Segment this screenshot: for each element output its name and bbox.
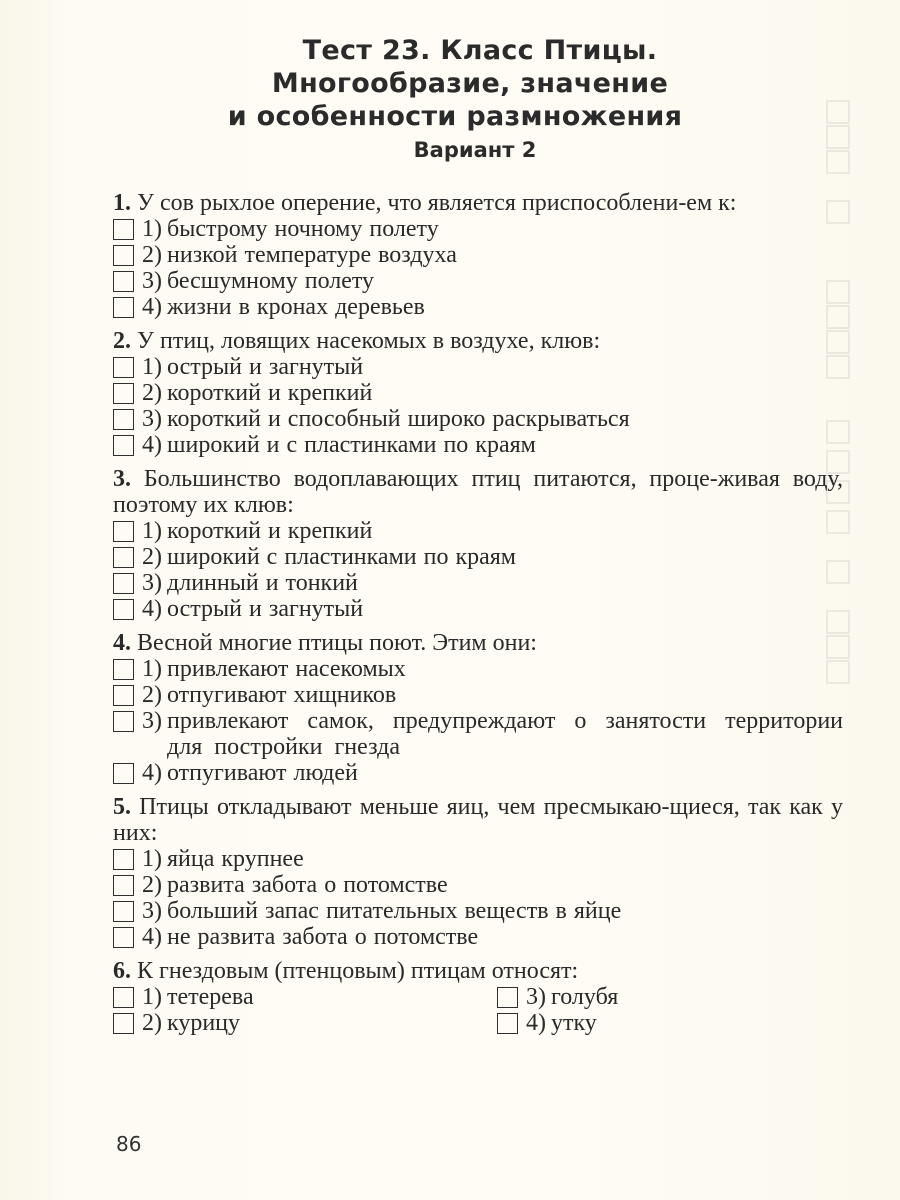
question-prompt: У птиц, ловящих насекомых в воздухе, клюв: <box>137 328 601 354</box>
answer-option <box>113 924 843 950</box>
option-label: развита забота о потомстве <box>167 872 448 898</box>
question-6 <box>113 958 843 1036</box>
answer-option <box>113 984 497 1010</box>
option-number: 4) <box>142 760 162 786</box>
option-number: 2) <box>142 544 162 570</box>
answer-checkbox[interactable] <box>113 435 134 456</box>
answer-option <box>113 432 843 458</box>
option-number: 2) <box>142 380 162 406</box>
question-3 <box>113 466 843 622</box>
test-header <box>0 34 900 165</box>
question-text <box>113 190 843 216</box>
option-number: 1) <box>142 984 162 1010</box>
page-title-line-1: Тест 23. Класс Птицы. <box>302 35 658 66</box>
answer-checkbox[interactable] <box>113 297 134 318</box>
option-number: 3) <box>526 984 546 1010</box>
option-label: быстрому ночному полету <box>167 216 439 242</box>
option-number: 4) <box>142 596 162 622</box>
option-number: 4) <box>526 1010 546 1036</box>
answer-option <box>113 570 843 596</box>
answer-checkbox[interactable] <box>113 271 134 292</box>
question-text <box>113 466 843 518</box>
answer-checkbox[interactable] <box>113 685 134 706</box>
answer-option <box>113 596 843 622</box>
option-label: отпугивают хищников <box>167 682 397 708</box>
answer-checkbox[interactable] <box>113 547 134 568</box>
question-text <box>113 630 843 656</box>
page-number: 86 <box>116 1132 142 1156</box>
answer-option <box>113 872 843 898</box>
option-number: 4) <box>142 294 162 320</box>
option-label: острый и загнутый <box>167 596 364 622</box>
answer-checkbox[interactable] <box>113 409 134 430</box>
option-label: жизни в кронах деревьев <box>167 294 425 320</box>
answer-option <box>113 656 843 682</box>
option-label: острый и загнутый <box>167 354 364 380</box>
option-number: 3) <box>142 570 162 596</box>
option-number: 1) <box>142 846 162 872</box>
question-prompt: К гнездовым (птенцовым) птицам относят: <box>137 958 579 984</box>
option-number: 1) <box>142 354 162 380</box>
answer-option <box>113 846 843 872</box>
option-label: привлекают насекомых <box>167 656 406 682</box>
question-prompt: У сов рыхлое оперение, что является приспособлени-ем к: <box>137 190 737 216</box>
question-number: 5. <box>113 794 131 820</box>
answer-option <box>113 354 843 380</box>
option-label: бесшумному полету <box>167 268 375 294</box>
option-number: 1) <box>142 518 162 544</box>
option-number: 1) <box>142 216 162 242</box>
option-number: 2) <box>142 1010 162 1036</box>
answer-checkbox[interactable] <box>113 219 134 240</box>
answer-checkbox[interactable] <box>113 763 134 784</box>
option-number: 1) <box>142 656 162 682</box>
options-grid <box>113 984 843 1036</box>
option-label: широкий с пластинками по краям <box>167 544 516 570</box>
answer-option <box>113 518 843 544</box>
option-label: короткий и крепкий <box>167 518 373 544</box>
variant-label: Вариант 2 <box>413 138 537 162</box>
option-number: 3) <box>142 898 162 924</box>
answer-option <box>113 760 843 786</box>
question-prompt: Птицы откладывают меньше яиц, чем пресмыкаю-щиеся, так как у них: <box>113 794 844 846</box>
question-4 <box>113 630 843 786</box>
answer-checkbox[interactable] <box>113 849 134 870</box>
option-label: широкий и с пластинками по краям <box>167 432 536 458</box>
answer-checkbox[interactable] <box>113 383 134 404</box>
option-label: длинный и тонкий <box>167 570 358 596</box>
answer-option <box>497 1010 843 1036</box>
option-label: короткий и крепкий <box>167 380 373 406</box>
answer-checkbox[interactable] <box>113 987 134 1008</box>
answer-option <box>113 898 843 924</box>
option-number: 2) <box>142 872 162 898</box>
question-number: 3. <box>113 466 131 492</box>
question-prompt: Большинство водоплавающих птиц питаются, проце-живая воду, поэтому их клюв: <box>113 466 844 518</box>
answer-checkbox[interactable] <box>113 245 134 266</box>
answer-option <box>113 242 843 268</box>
option-label: тетерева <box>167 984 254 1010</box>
option-label: курицу <box>167 1010 241 1036</box>
answer-option <box>113 406 843 432</box>
answer-checkbox[interactable] <box>113 357 134 378</box>
question-text <box>113 958 843 984</box>
option-label: низкой температуре воздуха <box>167 242 457 268</box>
option-number: 3) <box>142 406 162 432</box>
option-number: 2) <box>142 242 162 268</box>
answer-checkbox[interactable] <box>113 659 134 680</box>
option-label: привлекают самок, предупреждают о занятости территории для постройки гнезда <box>167 708 843 760</box>
option-number: 3) <box>142 708 162 734</box>
answer-checkbox[interactable] <box>497 1013 518 1034</box>
question-1 <box>113 190 843 320</box>
question-text <box>113 794 843 846</box>
option-label: утку <box>551 1010 597 1036</box>
option-label: яйца крупнее <box>167 846 304 872</box>
answer-checkbox[interactable] <box>113 875 134 896</box>
page-title-line-2: Многообразие, значение <box>271 68 669 99</box>
option-number: 3) <box>142 268 162 294</box>
option-number: 4) <box>142 432 162 458</box>
question-number: 2. <box>113 328 131 354</box>
answer-option <box>113 544 843 570</box>
answer-option <box>113 708 843 760</box>
answer-option <box>113 294 843 320</box>
questions-list <box>113 190 843 1044</box>
answer-checkbox[interactable] <box>113 927 134 948</box>
answer-checkbox[interactable] <box>113 901 134 922</box>
option-number: 4) <box>142 924 162 950</box>
answer-option <box>113 268 843 294</box>
answer-option <box>113 682 843 708</box>
question-prompt: Весной многие птицы поют. Этим они: <box>137 630 537 656</box>
question-number: 6. <box>113 958 131 984</box>
option-label: отпугивают людей <box>167 760 358 786</box>
answer-checkbox[interactable] <box>113 599 134 620</box>
question-number: 4. <box>113 630 131 656</box>
answer-checkbox[interactable] <box>113 573 134 594</box>
answer-checkbox[interactable] <box>113 1013 134 1034</box>
page-title-line-3: и особенности размножения <box>227 101 683 132</box>
question-5 <box>113 794 843 950</box>
answer-option <box>113 216 843 242</box>
option-label: голубя <box>551 984 619 1010</box>
answer-checkbox[interactable] <box>113 711 134 732</box>
option-number: 2) <box>142 682 162 708</box>
answer-checkbox[interactable] <box>497 987 518 1008</box>
answer-option <box>113 380 843 406</box>
answer-option <box>113 1010 497 1036</box>
answer-option <box>497 984 843 1010</box>
question-number: 1. <box>113 190 131 216</box>
option-label: не развита забота о потомстве <box>167 924 479 950</box>
answer-checkbox[interactable] <box>113 521 134 542</box>
question-2 <box>113 328 843 458</box>
question-text <box>113 328 843 354</box>
option-label: короткий и способный широко раскрываться <box>167 406 630 432</box>
option-label: больший запас питательных веществ в яйце <box>167 898 622 924</box>
